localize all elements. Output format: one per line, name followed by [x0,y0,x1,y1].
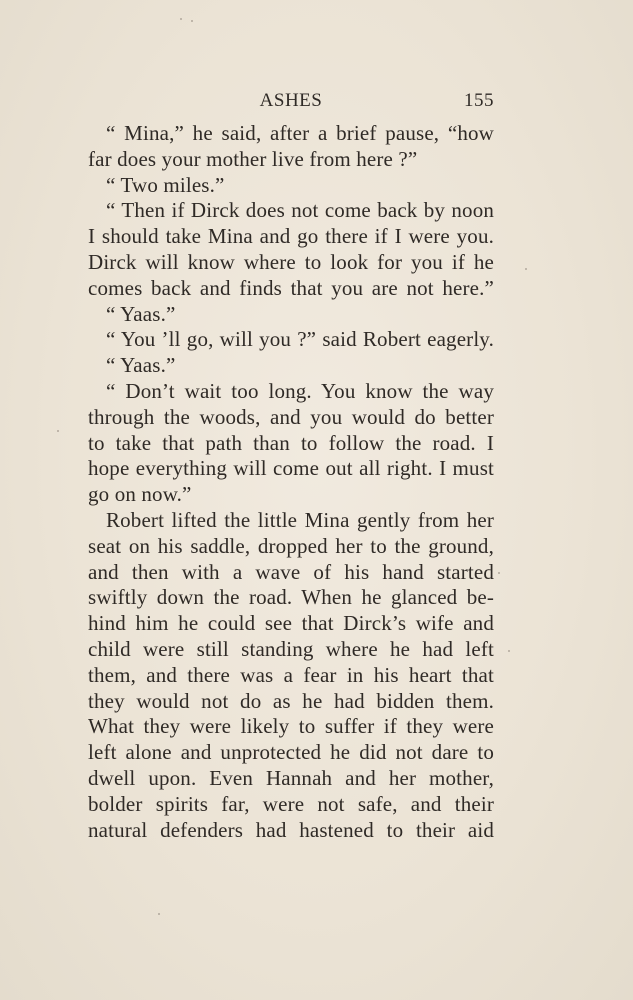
text-line: natural defenders had hastened to their aid [88,817,494,842]
text-line: child were still standing where he had left [88,636,494,661]
text-line: “ You ’ll go, will you ?” said Robert eagerly. [106,327,494,352]
running-title: ASHES [259,90,323,111]
text-line: seat on his saddle, dropped her to the ground, [88,533,494,558]
text-line: Dirck will know where to look for you if he [88,249,494,274]
text-line: swiftly down the road. When he glanced be- [88,585,494,610]
text-line: dwell upon. Even Hannah and her mother, [88,765,494,790]
text-line: What they were likely to suffer if they were [88,714,494,739]
text-line: bolder spirits far, were not safe, and their [88,791,494,816]
paper-speck [158,913,160,915]
text-line: them, and there was a fear in his heart that [88,662,494,687]
text-line: “ Two miles.” [106,172,225,197]
paper-speck [191,20,193,22]
text-line: “ Don’t wait too long. You know the way [106,378,494,403]
text-line: they would not do as he had bidden them. [88,688,494,713]
body-text [88,121,494,843]
page-number: 155 [464,90,494,111]
text-line: “ Yaas.” [106,353,176,378]
text-line: comes back and finds that you are not here.” [88,275,494,300]
paper-speck [508,650,510,652]
text-line: left alone and unprotected he did not dare to [88,740,494,765]
text-line: far does your mother live from here ?” [88,146,418,171]
text-line: “ Mina,” he said, after a brief pause, “how [106,121,494,145]
text-line: “ Then if Dirck does not come back by noon [106,198,494,223]
text-line: Robert lifted the little Mina gently from her [106,507,494,532]
text-line: and then with a wave of his hand started [88,559,494,584]
paper-speck [498,572,500,574]
running-header [88,90,494,114]
text-line: “ Yaas.” [106,301,176,326]
paper-speck [57,430,59,432]
paper-speck [525,268,527,270]
text-line: through the woods, and you would do better [88,404,494,429]
text-line: go on now.” [88,482,192,507]
text-line: I should take Mina and go there if I were you. [88,224,494,249]
text-line: to take that path than to follow the road. I [88,430,494,455]
text-line: hind him he could see that Dirck’s wife and [88,611,494,636]
paper-speck [180,18,182,20]
text-line: hope everything will come out all right. I must [88,456,494,481]
